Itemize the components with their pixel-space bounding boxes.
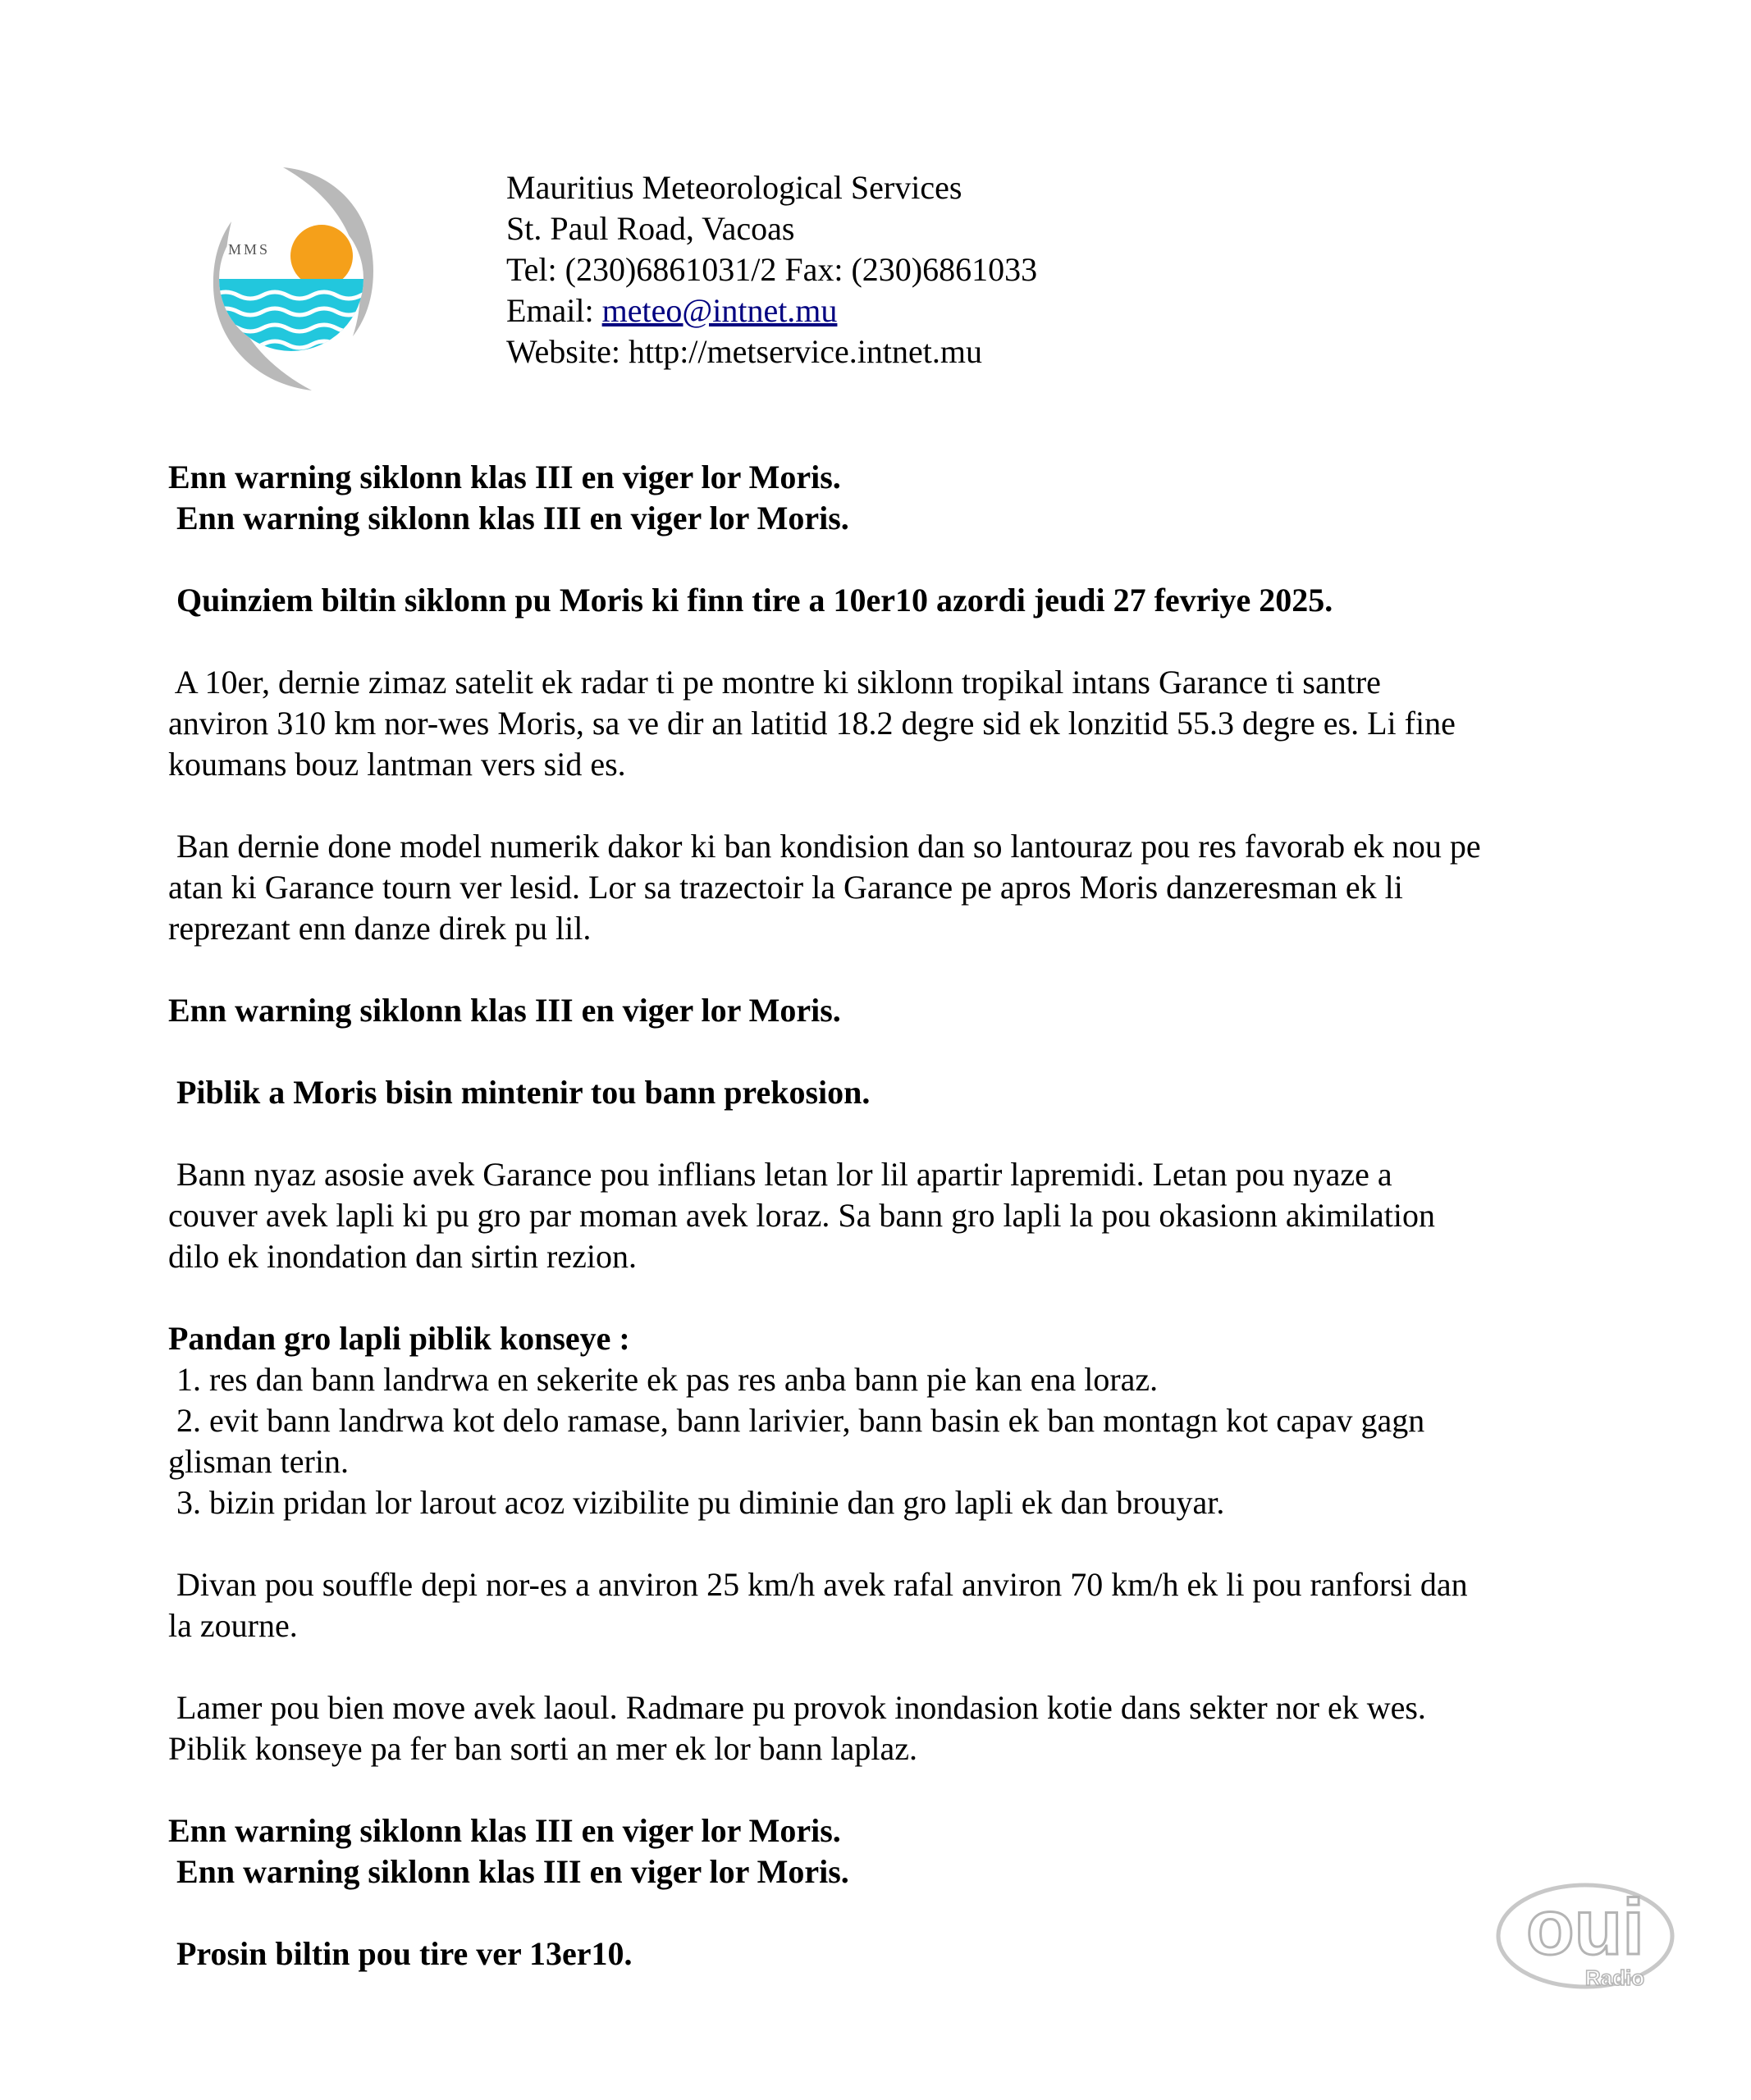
paragraph-line: Bann nyaz asosie avek Garance pou inflians letan lor lil apartir lapremidi. Letan pou nyaze a [168,1156,1392,1193]
org-tel-fax: Tel: (230)6861031/2 Fax: (230)6861033 [506,251,1038,288]
org-address: St. Paul Road, Vacoas [506,210,795,247]
advice-item: 3. bizin pridan lor larout acoz vizibilite pu diminie dan gro lapli ek dan brouyar. [168,1484,1225,1521]
warning-line: Enn warning siklonn klas III en viger lor Moris. [168,992,841,1029]
org-website: Website: http://metservice.intnet.mu [506,333,982,370]
precautions-line: Piblik a Moris bisin mintenir tou bann prekosion. [168,1074,871,1111]
logo-text: MMS [228,241,271,258]
email-link[interactable]: meteo@intnet.mu [601,292,838,329]
advice-item: 2. evit bann landrwa kot delo ramase, bann larivier, bann basin ek ban montagn kot capav gagn [168,1402,1425,1439]
paragraph-line: couver avek lapli ki pu gro par moman avek loraz. Sa bann gro lapli la pou okasionn akimilation [168,1197,1436,1234]
advice-item: 1. res dan bann landrwa en sekerite ek pas res anba bann pie kan ena loraz. [168,1361,1159,1398]
sun-icon [290,225,353,287]
warning-line: Enn warning siklonn klas III en viger lor Moris. [168,500,849,536]
paragraph-line: Ban dernie done model numerik dakor ki ban kondision dan so lantouraz pou res favorab ek nou pe [168,828,1481,865]
email-label: Email: [506,292,602,329]
warning-line: Enn warning siklonn klas III en viger lor Moris. [168,459,841,495]
paragraph-line: Piblik konseye pa fer ban sorti an mer ek lor bann laplaz. [168,1730,918,1767]
paragraph-line: A 10er, dernie zimaz satelit ek radar ti pe montre ki siklonn tropikal intans Garance ti santre [168,664,1381,701]
org-email-line [506,290,1037,331]
paragraph-line: Divan pou souffle depi nor-es a anviron 25 km/h avek rafal anviron 70 km/h ek li pou ranforsi dan [168,1566,1468,1603]
paragraph-line: la zourne. [168,1607,298,1644]
bulletin-body [168,457,1612,1974]
warning-line: Enn warning siklonn klas III en viger lor Moris. [168,1812,841,1849]
advice-item-continued: glisman terin. [168,1443,349,1480]
next-bulletin-line: Prosin biltin pou tire ver 13er10. [168,1935,633,1972]
oui-radio-watermark [1493,1872,1682,1995]
paragraph-line: reprezant enn danze direk pu lil. [168,910,592,947]
watermark-text: oui [1526,1883,1644,1971]
advice-heading: Pandan gro lapli piblik konseye : [168,1320,630,1357]
paragraph-line: koumans bouz lantman vers sid es. [168,746,626,783]
paragraph-line: anviron 310 km nor-wes Moris, sa ve dir an latitid 18.2 degre sid ek lonzitid 55.3 degre es. Li fine [168,705,1456,742]
paragraph-line: Lamer pou bien move avek laoul. Radmare pu provok inondasion kotie dans sekter nor ek wes. [168,1689,1426,1726]
paragraph-line: atan ki Garance tourn ver lesid. Lor sa trazectoir la Garance pe apros Moris danzeresman ek li [168,869,1403,906]
bulletin-title: Quinziem biltin siklonn pu Moris ki finn tire a 10er10 azordi jeudi 27 fevriye 2025. [168,582,1333,619]
warning-line: Enn warning siklonn klas III en viger lor Moris. [168,1853,849,1890]
watermark-subtext: Radio [1584,1965,1645,1990]
org-name: Mauritius Meteorological Services [506,169,962,206]
paragraph-line: dilo ek inondation dan sirtin rezion. [168,1238,637,1275]
mms-logo [205,164,377,394]
letterhead [506,167,1037,372]
